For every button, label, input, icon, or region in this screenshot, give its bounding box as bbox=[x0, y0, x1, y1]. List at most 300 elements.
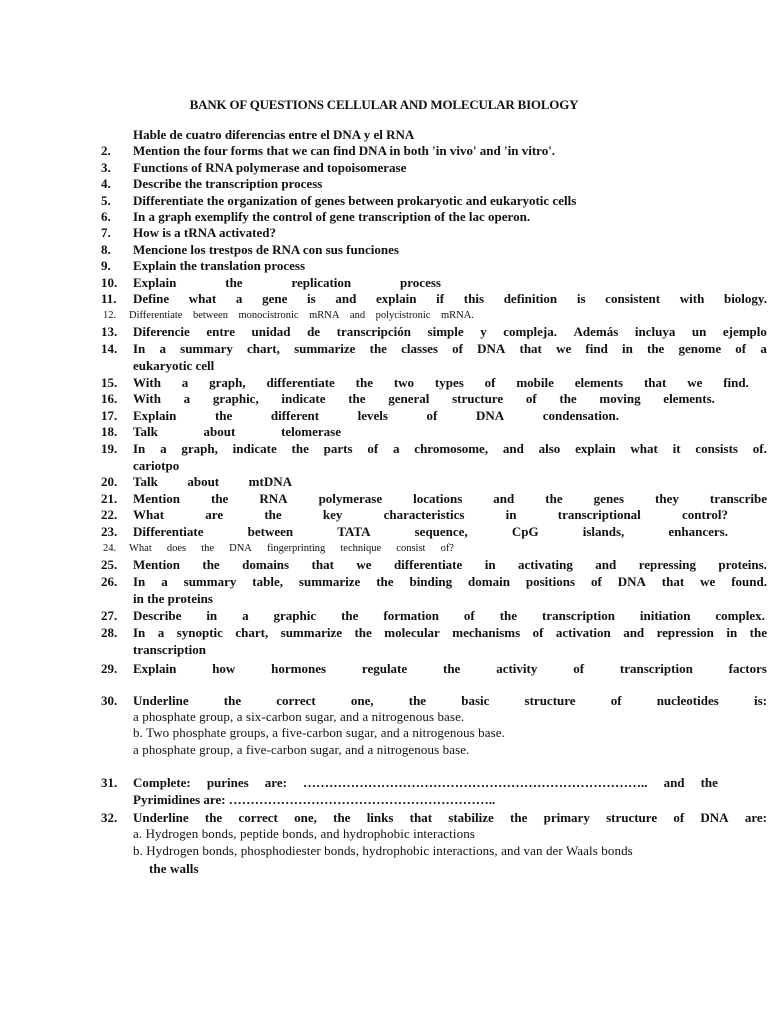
word: is bbox=[307, 291, 316, 306]
word: chromosome, bbox=[414, 441, 489, 456]
word: mtDNA bbox=[248, 474, 292, 489]
question-number: 4. bbox=[101, 176, 111, 191]
word: in bbox=[621, 341, 633, 356]
word: molecular bbox=[384, 625, 440, 640]
word: genes bbox=[593, 491, 625, 506]
word: proteins. bbox=[718, 557, 767, 572]
word: CpG bbox=[511, 524, 539, 539]
word: that bbox=[519, 341, 542, 356]
word: Complete: bbox=[133, 775, 191, 790]
question-number: 8. bbox=[101, 242, 111, 257]
word: indicate bbox=[232, 441, 277, 456]
word: correct bbox=[276, 693, 316, 708]
word: compleja. bbox=[503, 324, 558, 339]
word: of bbox=[426, 408, 438, 423]
question-number: 19. bbox=[101, 441, 118, 456]
word: elements bbox=[574, 375, 624, 390]
word: a bbox=[161, 574, 168, 589]
question-number: 17. bbox=[101, 408, 118, 423]
word: biology. bbox=[723, 291, 767, 306]
question-number: 26. bbox=[101, 574, 118, 589]
word: DNA bbox=[229, 543, 252, 554]
word: the bbox=[443, 661, 461, 676]
word: the bbox=[291, 441, 309, 456]
word: synoptic bbox=[176, 625, 223, 640]
word: transcription bbox=[619, 661, 693, 676]
question-text: Mention the four forms that we can find DNA in both 'in vivo' and 'in vitro'. bbox=[133, 143, 556, 158]
word: transcribe bbox=[709, 491, 767, 506]
word: a bbox=[393, 441, 400, 456]
word: RNA bbox=[259, 491, 288, 506]
question-text bbox=[133, 693, 767, 709]
word: the bbox=[700, 775, 718, 790]
word: one, bbox=[294, 810, 317, 825]
word: the bbox=[355, 375, 373, 390]
word: simple bbox=[427, 324, 464, 339]
word: are: bbox=[264, 775, 287, 790]
word: of bbox=[735, 341, 747, 356]
word: primary bbox=[543, 810, 590, 825]
word: transcripción bbox=[336, 324, 411, 339]
word: also bbox=[538, 441, 561, 456]
question-text bbox=[133, 474, 292, 490]
word: how bbox=[212, 661, 236, 676]
word: the bbox=[369, 341, 387, 356]
word: graph, bbox=[209, 375, 246, 390]
word: that bbox=[311, 557, 334, 572]
word: telomerase bbox=[281, 424, 341, 439]
word: a bbox=[160, 441, 167, 456]
word: activity bbox=[496, 661, 538, 676]
word: summary bbox=[183, 574, 237, 589]
word: Talk bbox=[133, 424, 158, 439]
word: enhancers. bbox=[668, 524, 728, 539]
word: mechanisms bbox=[452, 625, 521, 640]
word: a bbox=[183, 391, 191, 406]
word: entre bbox=[206, 324, 235, 339]
answer-option[interactable]: b. Two phosphate groups, a five-carbon sugar, and a nitrogenous base. bbox=[133, 725, 506, 740]
question-continuation: cariotpo bbox=[133, 458, 180, 473]
word: of bbox=[590, 574, 602, 589]
word: repressing bbox=[638, 557, 696, 572]
word: the bbox=[499, 608, 518, 623]
word: polymerase bbox=[318, 491, 383, 506]
word: that bbox=[661, 574, 685, 589]
word: polycistronic bbox=[375, 310, 431, 321]
word: binding bbox=[409, 574, 453, 589]
question-number: 10. bbox=[101, 275, 118, 290]
question-text: Mencione los trestpos de RNA con sus funciones bbox=[133, 242, 399, 257]
word: consists bbox=[695, 441, 738, 456]
word: control? bbox=[682, 507, 728, 522]
word: one, bbox=[350, 693, 374, 708]
word: in bbox=[206, 608, 218, 623]
word: islands, bbox=[582, 524, 625, 539]
question-continuation: in the proteins bbox=[133, 591, 213, 606]
question-continuation: transcription bbox=[133, 642, 206, 657]
word: chart, bbox=[247, 341, 280, 356]
question-text bbox=[133, 491, 767, 507]
word: the bbox=[545, 491, 563, 506]
word: What bbox=[129, 543, 152, 554]
word: transcription bbox=[541, 608, 615, 623]
answer-option: the walls bbox=[149, 861, 199, 876]
word: of bbox=[573, 661, 585, 676]
word: parts bbox=[323, 441, 353, 456]
word: the bbox=[348, 391, 366, 406]
word: replication bbox=[291, 275, 352, 290]
word: a bbox=[181, 375, 189, 390]
question-number: 15. bbox=[101, 375, 118, 390]
answer-option[interactable]: a. Hydrogen bonds, peptide bonds, and hydrophobic interactions bbox=[133, 826, 475, 841]
word: table, bbox=[252, 574, 283, 589]
word: repression bbox=[656, 625, 714, 640]
word: nucleotides bbox=[656, 693, 719, 708]
word: of bbox=[484, 375, 496, 390]
word: two bbox=[393, 375, 415, 390]
question-text bbox=[133, 775, 718, 791]
word: y bbox=[480, 324, 487, 339]
word: Define bbox=[133, 291, 170, 306]
word: mobile bbox=[516, 375, 554, 390]
word: levels bbox=[357, 408, 388, 423]
word: regulate bbox=[361, 661, 408, 676]
word: a bbox=[242, 608, 249, 623]
word: the bbox=[408, 693, 427, 708]
word: positions bbox=[525, 574, 576, 589]
question-number: 2. bbox=[101, 143, 111, 158]
word: de bbox=[307, 324, 321, 339]
word: moving bbox=[599, 391, 641, 406]
word: mRNA. bbox=[440, 310, 474, 321]
word: general bbox=[388, 391, 430, 406]
word: the bbox=[354, 625, 372, 640]
word: Explain bbox=[133, 661, 177, 676]
word: key bbox=[322, 507, 343, 522]
word: different bbox=[270, 408, 320, 423]
word: the bbox=[225, 275, 243, 290]
question-number: 23. bbox=[101, 524, 118, 539]
word: the bbox=[341, 608, 359, 623]
question-text bbox=[133, 324, 767, 340]
word: explain bbox=[575, 441, 616, 456]
word: With bbox=[133, 375, 161, 390]
word: between bbox=[247, 524, 294, 539]
word: DNA bbox=[700, 810, 729, 825]
word: domains bbox=[242, 557, 290, 572]
word: a bbox=[235, 291, 243, 306]
word: characteristics bbox=[383, 507, 465, 522]
question-number: 25. bbox=[101, 557, 118, 572]
word: activating bbox=[517, 557, 573, 572]
word: the bbox=[201, 543, 215, 554]
word: sequence, bbox=[414, 524, 468, 539]
question-number: 27. bbox=[101, 608, 118, 623]
word: factors bbox=[728, 661, 767, 676]
word: graphic bbox=[273, 608, 317, 623]
word: In bbox=[133, 574, 146, 589]
question-number: 21. bbox=[101, 491, 118, 506]
question-number: 16. bbox=[101, 391, 118, 406]
word: In bbox=[133, 625, 146, 640]
word: summarize bbox=[294, 341, 356, 356]
word: consist bbox=[396, 543, 426, 554]
word: does bbox=[166, 543, 187, 554]
word: are: bbox=[744, 810, 767, 825]
word: structure bbox=[524, 693, 576, 708]
question-continuation: Pyrimidines are: …………………………………………………….. bbox=[133, 792, 496, 807]
word: and bbox=[502, 441, 524, 456]
word: of bbox=[463, 608, 475, 623]
word: definition bbox=[503, 291, 558, 306]
word: in bbox=[726, 625, 738, 640]
word: differentiate bbox=[393, 557, 463, 572]
word: the bbox=[510, 810, 528, 825]
word: mRNA bbox=[309, 310, 340, 321]
word: and bbox=[349, 310, 366, 321]
word: genome bbox=[678, 341, 722, 356]
word: summarize bbox=[298, 574, 361, 589]
word: gene bbox=[262, 291, 288, 306]
word: and bbox=[595, 557, 617, 572]
word: Explain bbox=[133, 408, 177, 423]
word: find. bbox=[723, 375, 749, 390]
question-number: 18. bbox=[101, 424, 118, 439]
word: Differentiate bbox=[129, 310, 183, 321]
question-text bbox=[133, 625, 767, 641]
word: of bbox=[673, 810, 685, 825]
question-text: Functions of RNA polymerase and topoisomerase bbox=[133, 160, 407, 175]
word: of bbox=[532, 625, 544, 640]
word: we bbox=[356, 557, 372, 572]
word: structure bbox=[606, 810, 658, 825]
word: In bbox=[133, 341, 146, 356]
word: the bbox=[223, 693, 242, 708]
question-text bbox=[133, 408, 619, 424]
word: complex. bbox=[715, 608, 765, 623]
word: the bbox=[210, 491, 229, 506]
word: the bbox=[647, 341, 665, 356]
question-text: Describe the transcription process bbox=[133, 176, 323, 191]
word: what bbox=[188, 291, 217, 306]
question-number: 28. bbox=[101, 625, 118, 640]
word: transcriptional bbox=[557, 507, 641, 522]
question-number: 3. bbox=[101, 160, 111, 175]
word: un bbox=[691, 324, 707, 339]
question-number: 9. bbox=[101, 258, 111, 273]
word: graphic, bbox=[212, 391, 259, 406]
word: the bbox=[202, 557, 220, 572]
word: of bbox=[367, 441, 379, 456]
word: a bbox=[760, 341, 767, 356]
question-text bbox=[133, 391, 715, 407]
word: we bbox=[687, 375, 703, 390]
word: with bbox=[679, 291, 705, 306]
question-number: 6. bbox=[101, 209, 111, 224]
word: Además bbox=[573, 324, 619, 339]
word: indicate bbox=[281, 391, 326, 406]
question-text bbox=[133, 574, 767, 590]
word: of bbox=[610, 693, 622, 708]
question-text bbox=[133, 557, 767, 573]
word: formation bbox=[383, 608, 439, 623]
word: technique bbox=[340, 543, 382, 554]
question-number: 7. bbox=[101, 225, 111, 240]
word: explain bbox=[376, 291, 417, 306]
word: of? bbox=[440, 543, 454, 554]
word: Mention bbox=[133, 557, 180, 572]
word: Explain bbox=[133, 275, 177, 290]
word: that bbox=[409, 810, 433, 825]
word: DNA bbox=[475, 408, 505, 423]
word: are bbox=[205, 507, 224, 522]
word: monocistronic bbox=[238, 310, 299, 321]
question-text: Hable de cuatro diferencias entre el DNA y el RNA bbox=[133, 127, 415, 142]
word: graph, bbox=[181, 441, 218, 456]
word: we bbox=[700, 574, 716, 589]
question-text bbox=[133, 424, 341, 440]
word: ejemplo bbox=[722, 324, 767, 339]
question-number: 30. bbox=[101, 693, 118, 708]
word: of bbox=[525, 391, 537, 406]
question-text bbox=[133, 441, 767, 457]
question-text bbox=[133, 524, 728, 540]
word: of bbox=[452, 341, 463, 356]
question-continuation: eukaryotic cell bbox=[133, 358, 215, 373]
answer-option[interactable]: a phosphate group, a six-carbon sugar, and a nitrogenous base. bbox=[133, 709, 465, 724]
word: we bbox=[556, 341, 572, 356]
word: the bbox=[749, 625, 767, 640]
word: find bbox=[585, 341, 608, 356]
word: correct bbox=[238, 810, 278, 825]
word: that bbox=[643, 375, 667, 390]
question-number: 20. bbox=[101, 474, 118, 489]
word: if bbox=[436, 291, 445, 306]
question-text: How is a tRNA activated? bbox=[133, 225, 276, 240]
word: Mention bbox=[133, 491, 180, 506]
word: the bbox=[559, 391, 577, 406]
question-text bbox=[133, 507, 728, 523]
word: What bbox=[133, 507, 165, 522]
word: in bbox=[484, 557, 496, 572]
question-number: 11. bbox=[101, 291, 117, 306]
question-number: 12. bbox=[103, 310, 117, 321]
word: elements. bbox=[663, 391, 715, 406]
word: activation bbox=[555, 625, 611, 640]
word: links bbox=[366, 810, 394, 825]
question-number: 29. bbox=[101, 661, 118, 676]
question-text: Explain the translation process bbox=[133, 258, 306, 273]
word: this bbox=[463, 291, 485, 306]
word: …………………………………………………………………….. bbox=[303, 775, 648, 790]
word: between bbox=[192, 310, 228, 321]
word: the bbox=[264, 507, 282, 522]
word: TATA bbox=[337, 524, 371, 539]
word: stabilize bbox=[448, 810, 494, 825]
word: summarize bbox=[280, 625, 343, 640]
word: domain bbox=[468, 574, 510, 589]
word: is bbox=[576, 291, 586, 306]
question-number: 32. bbox=[101, 810, 118, 825]
word: about bbox=[203, 424, 236, 439]
word: is: bbox=[753, 693, 767, 708]
word: a bbox=[159, 341, 166, 356]
word: classes bbox=[401, 341, 438, 356]
word: consistent bbox=[605, 291, 661, 306]
question-number: 31. bbox=[101, 775, 118, 790]
question-text bbox=[133, 810, 767, 826]
word: hormones bbox=[271, 661, 327, 676]
word: Differentiate bbox=[133, 524, 204, 539]
question-text bbox=[133, 291, 767, 307]
word: locations bbox=[413, 491, 463, 506]
question-text bbox=[133, 341, 767, 357]
question-text bbox=[133, 661, 767, 677]
word: In bbox=[133, 441, 146, 456]
question-text bbox=[133, 275, 441, 291]
word: types bbox=[434, 375, 464, 390]
word: initiation bbox=[639, 608, 691, 623]
word: they bbox=[655, 491, 679, 506]
word: DNA bbox=[617, 574, 646, 589]
word: and bbox=[335, 291, 357, 306]
page-title: BANK OF QUESTIONS CELLULAR AND MOLECULAR BIOLOGY bbox=[189, 97, 579, 112]
word: and bbox=[663, 775, 685, 790]
answer-option[interactable]: b. Hydrogen bonds, phosphodiester bonds, hydrophobic interactions, and van der Waals bonds bbox=[133, 843, 633, 858]
word: of. bbox=[752, 441, 767, 456]
answer-option[interactable]: a phosphate group, a five-carbon sugar, and a nitrogenous base. bbox=[133, 742, 470, 757]
question-text bbox=[129, 308, 474, 324]
question-text: In a graph exemplify the control of gene transcription of the lac operon. bbox=[133, 209, 531, 224]
word: and bbox=[623, 625, 645, 640]
question-number: 13. bbox=[101, 324, 118, 339]
word: structure bbox=[452, 391, 504, 406]
question-number: 5. bbox=[101, 193, 111, 208]
word: what bbox=[630, 441, 658, 456]
word: a bbox=[157, 625, 165, 640]
word: Underline bbox=[133, 693, 189, 708]
word: condensation. bbox=[542, 408, 619, 423]
word: With bbox=[133, 391, 161, 406]
word: in bbox=[505, 507, 517, 522]
word: the bbox=[376, 574, 394, 589]
word: chart, bbox=[235, 625, 269, 640]
word: found. bbox=[731, 574, 767, 589]
question-text bbox=[129, 541, 454, 557]
word: incluya bbox=[634, 324, 676, 339]
question-text: Differentiate the organization of genes between prokaryotic and eukaryotic cells bbox=[133, 193, 577, 208]
word: process bbox=[400, 275, 441, 290]
word: about bbox=[187, 474, 220, 489]
word: the bbox=[333, 810, 351, 825]
word: it bbox=[672, 441, 681, 456]
question-number: 22. bbox=[101, 507, 118, 522]
word: Underline bbox=[133, 810, 189, 825]
word: summary bbox=[180, 341, 233, 356]
word: Talk bbox=[133, 474, 158, 489]
word: fingerprinting bbox=[266, 543, 326, 554]
question-text bbox=[133, 608, 765, 624]
word: Describe bbox=[133, 608, 182, 623]
word: unidad bbox=[251, 324, 291, 339]
question-text bbox=[133, 375, 749, 391]
word: differentiate bbox=[266, 375, 335, 390]
word: and bbox=[493, 491, 515, 506]
word: purines bbox=[206, 775, 249, 790]
question-number: 24. bbox=[103, 543, 117, 554]
question-number: 14. bbox=[101, 341, 118, 356]
word: the bbox=[214, 408, 233, 423]
